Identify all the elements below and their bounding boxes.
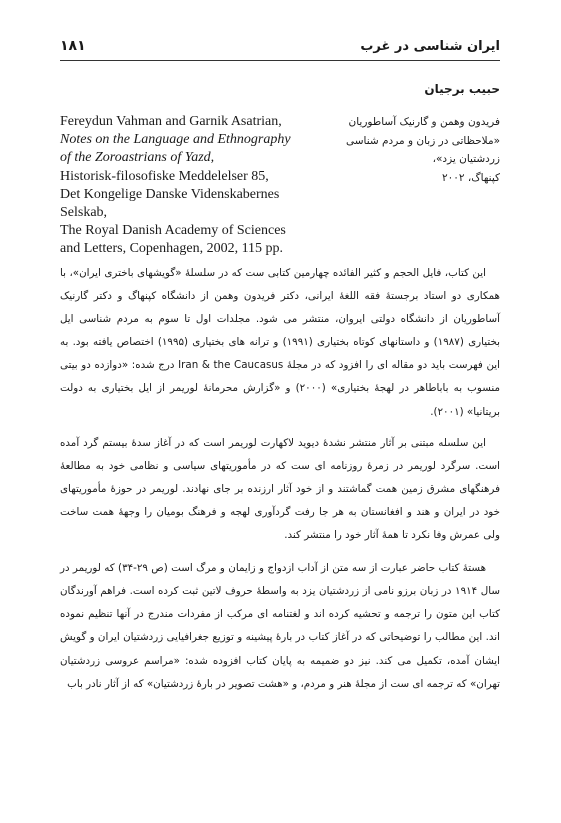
biblio-en-line: Det Kongelige Danske Videnskabernes [60, 186, 280, 202]
running-title: ایران شناسی در غرب [360, 39, 500, 54]
biblio-fa-line: کپنهاگ، ۲۰۰۲ [441, 171, 500, 184]
biblio-en-line: and Letters, Copenhagen, 2002, 115 pp. [60, 241, 284, 257]
biblio-en-line: Notes on the Language and Ethnography [60, 132, 291, 148]
biblio-en-line: of the Zoroastrians of Yazd, [60, 150, 215, 166]
body-paragraph: هستهٔ کتاب حاضر عبارت از سه متن از آداب ازدواج و زایمان و مرگ است (ص ۲۹-۳۴) که لوریمر در سال ۱۹۱۴ در زبان برزو نامی از زردشتیان یزد به واسطهٔ حروف لاتین ثبت کرده است. فراهم آورندگان کتاب این متون را ترجمه و تحشیه کرده اند و لغتنامه ای مرکب از مفردات مندرج در آنها تنظیم نموده اند. این مطالب را توضیحاتی که در آغاز کتاب در بارهٔ پیشینه و توزیع جغرافیایی زردشتیان ایران و گویش ایشان آمده، تکمیل می کند. نیز دو ضمیمه به پایان کتاب افزوده شده: «مراسم عروسی زردشتیان تهران» که ترجمه ای ست از مجلهٔ هنر و مردم، و «هشت تصویر در بارهٔ زردشتیان» که از آثار نادر باب [60, 562, 500, 690]
biblio-en-line: Selskab, [60, 205, 108, 221]
biblio-fa-line: فریدون وهمن و گارنیک آساطوریان [348, 116, 500, 128]
page-number: ۱۸۱ [60, 38, 86, 54]
biblio-fa-line: «ملاحظاتی در زبان و مردم شناسی [345, 134, 500, 147]
header-rule [60, 60, 500, 61]
biblio-en-line: The Royal Danish Academy of Sciences [60, 223, 286, 239]
biblio-en-line: Fereydun Vahman and Garnik Asatrian, [60, 114, 282, 129]
running-header [60, 38, 500, 58]
review-body [60, 262, 500, 704]
body-paragraph: این کتاب، فایل الحجم و کثیر الفائده چهارمین کتابی ست که در سلسلهٔ «گویشهای باختری ایران»، با همکاری دو استاد برجستهٔ فقه اللغهٔ ایرانی، دکتر فریدون وهمن از دانشگاه کپنهاگ و دکتر گارنیک آساطوریان از دانشگاه دولتی ایروان، منتشر می شود. مجلدات اول تا سوم به مردم شناسی ایل بختیاری (۱۹۸۷) و داستانهای کوتاه بختیاری (۱۹۹۱) و ترانه های بختیاری (۱۹۹۵) اختصاص یافته بود. به این فهرست باید دو مقاله ای را افزود که در مجلهٔ Iran & the Caucasus درج شده: «دوازده دو بیتی منسوب به باباطاهر در لهجهٔ بختیاری» (۲۰۰۰) و «گزارش محرمانهٔ لوریمر از ایل بختیاری به دولت بریتانیا» (۲۰۰۱). [60, 267, 501, 418]
english-bibliographic-entry [60, 113, 345, 259]
biblio-en-line: Historisk-filosofiske Meddelelser 85, [60, 168, 269, 184]
biblio-fa-line: زردشتیان یزد»، [432, 153, 500, 165]
body-paragraph: این سلسله مبتنی بر آثار منتشر نشدهٔ دیوید لاکهارت لوریمر است که در آغاز سدهٔ بیستم گرد آمده است. سرگرد لوریمر در زمرهٔ روزنامه ای ست که در مأموریتهای سیاسی و نظامی خود به مطالعهٔ فرهنگهای مشرق زمین همت گماشتند و از خود آثار ارزنده بر جای نهادند. لوریمر در حوزهٔ مأموریتهای خود در ایران و هند و افغانستان به هر جا رفت گردآوری لهجه و فرهنگ بومیان را وجههٔ همت ساخت ولی عمرش وفا نکرد تا همهٔ آثار خود را منتشر کند. [60, 436, 500, 542]
persian-bibliographic-entry [345, 113, 500, 187]
reviewer-name: حبیب برجیان [424, 82, 500, 96]
